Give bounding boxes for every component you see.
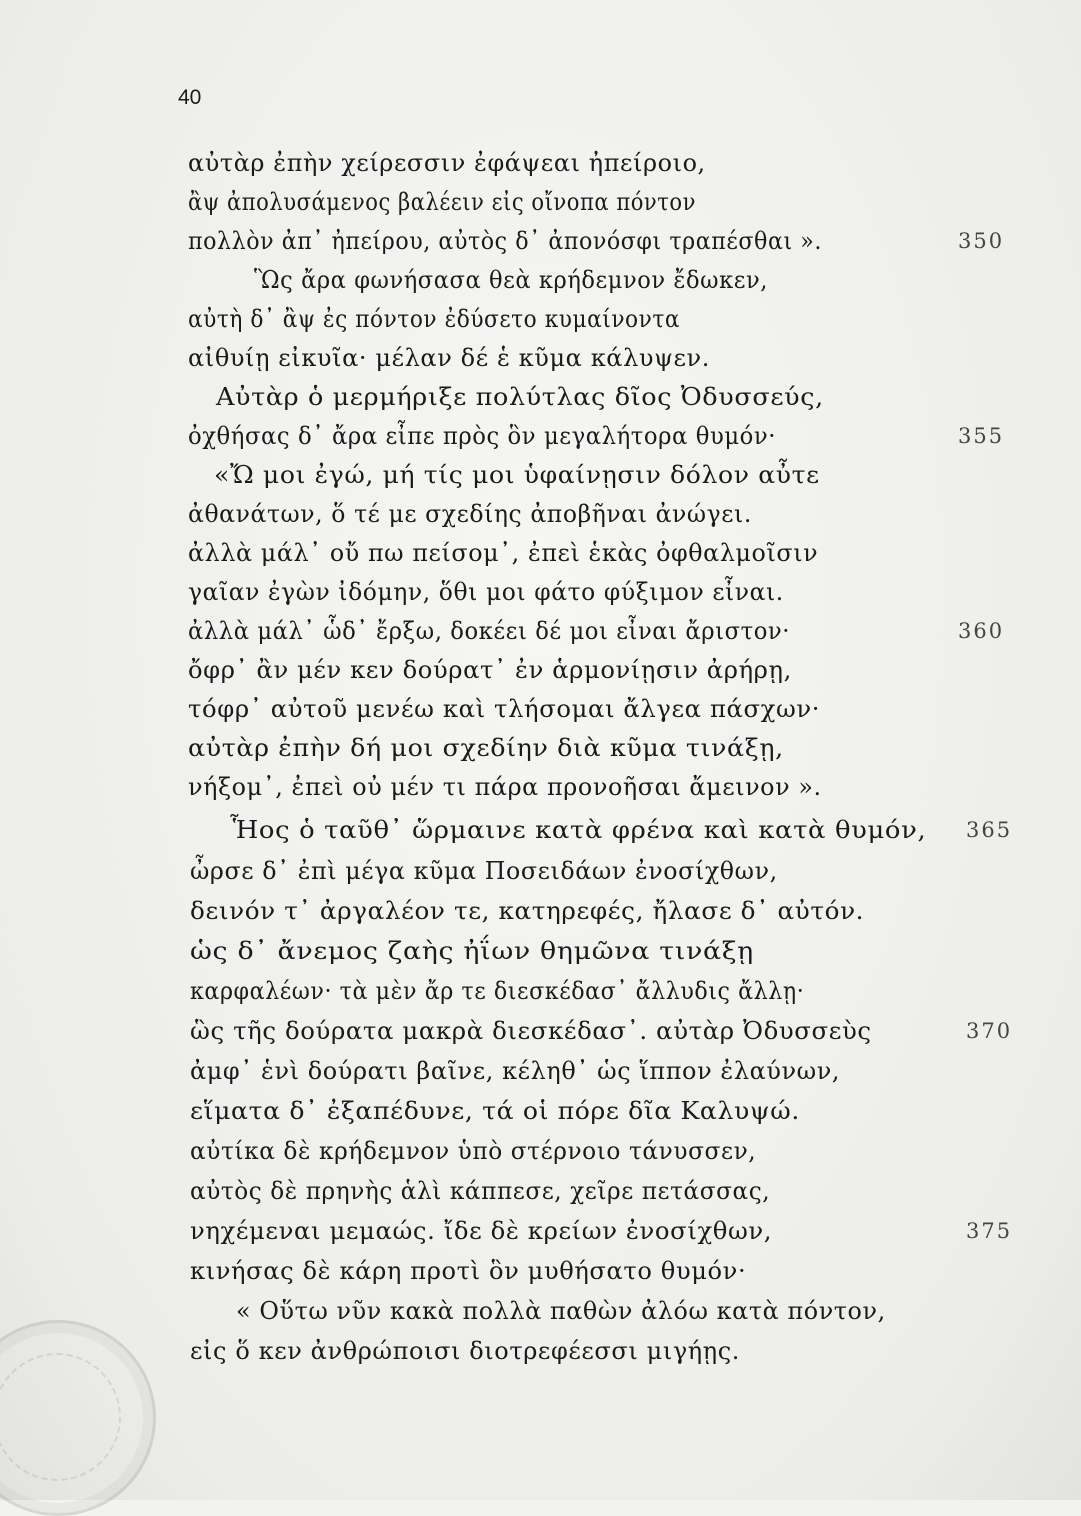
verse-text: πολλὸν ἀπ᾽ ἠπείρου, αὐτὸς δ᾽ ἀπονόσφι τραπέσθαι ».	[188, 227, 823, 255]
verse-text: ἀμφ᾽ ἑνὶ δούρατι βαῖνε, κέληθ᾽ ὡς ἵππον ἐλαύνων,	[190, 1057, 841, 1085]
verse-line	[0, 1091, 1081, 1131]
verse-line	[0, 1211, 1081, 1251]
verse-line	[0, 143, 1081, 183]
verse-line	[0, 851, 1081, 891]
verse-text: τόφρ᾽ αὐτοῦ μενέω καὶ τλήσομαι ἄλγεα πάσχων·	[188, 695, 821, 723]
line-number: 370	[966, 1019, 1013, 1043]
verse-line	[0, 1051, 1081, 1091]
verse-line	[0, 260, 1081, 300]
verse-text: ἀθανάτων, ὅ τέ με σχεδίης ἀποβῆναι ἀνώγει.	[188, 500, 752, 528]
verse-line	[0, 455, 1081, 495]
verse-text: Ἧος ὁ ταῦθ᾽ ὥρμαινε κατὰ φρένα καὶ κατὰ θυμόν,	[230, 816, 927, 844]
verse-line	[0, 810, 1081, 850]
verse-line	[0, 377, 1081, 417]
verse-text: ὡς δ᾽ ἄνεμος ζαὴς ἠΐων θημῶνα τινάξῃ	[190, 937, 754, 965]
verse-text: αὐτὰρ ἐπὴν δή μοι σχεδίην διὰ κῦμα τινάξῃ,	[188, 734, 784, 762]
line-number: 350	[958, 229, 1005, 253]
verse-line	[0, 931, 1081, 971]
verse-line	[0, 338, 1081, 378]
verse-text: δεινόν τ᾽ ἀργαλέον τε, κατηρεφές, ἤλασε δ᾽ αὐτόν.	[190, 897, 865, 925]
verse-text: αὐτὰρ ἐπὴν χείρεσσιν ἐφάψεαι ἠπείροιο,	[188, 149, 706, 177]
verse-text: ὄφρ᾽ ἂν μέν κεν δούρατ᾽ ἐν ἁρμονίῃσιν ἀρήρῃ,	[188, 656, 792, 684]
verse-text: αὐτίκα δὲ κρήδεμνον ὑπὸ στέρνοιο τάνυσσεν,	[190, 1137, 757, 1165]
verse-text: αὐτὴ δ᾽ ἂψ ἐς πόντον ἐδύσετο κυμαίνοντα	[188, 305, 681, 333]
verse-text: ὣς τῆς δούρατα μακρὰ διεσκέδασ᾽. αὐτὰρ Ὀδυσσεὺς	[190, 1017, 872, 1045]
verse-line	[0, 1251, 1081, 1291]
verse-line	[0, 1291, 1081, 1331]
line-number: 375	[966, 1219, 1013, 1243]
line-number: 360	[958, 619, 1005, 643]
verse-line	[0, 1331, 1081, 1371]
verse-text: καρφαλέων· τὰ μὲν ἄρ τε διεσκέδασ᾽ ἄλλυδις ἄλλῃ·	[190, 977, 805, 1005]
verse-line	[0, 533, 1081, 573]
verse-text: αἰθυίῃ εἰκυῖα· μέλαν δέ ἑ κῦμα κάλυψεν.	[188, 344, 710, 372]
verse-line	[0, 689, 1081, 729]
verse-line	[0, 1171, 1081, 1211]
verse-text: ἀλλὰ μάλ᾽ ὧδ᾽ ἔρξω, δοκέει δέ μοι εἶναι ἄριστον·	[188, 617, 791, 645]
verse-text: ἂψ ἀπολυσάμενος βαλέειν εἰς οἴνοπα πόντον	[188, 188, 696, 216]
page-number: 40	[178, 86, 202, 109]
verse-text: γαῖαν ἐγὼν ἰδόμην, ὅθι μοι φάτο φύξιμον εἶναι.	[188, 578, 784, 606]
verse-line	[0, 299, 1081, 339]
verse-text: εἵματα δ᾽ ἐξαπέδυνε, τά οἱ πόρε δῖα Καλυψώ.	[190, 1097, 800, 1125]
verse-text: αὐτὸς δὲ πρηνὴς ἁλὶ κάππεσε, χεῖρε πετάσσας,	[190, 1177, 771, 1205]
verse-text: « Οὕτω νῦν κακὰ πολλὰ παθὼν ἀλόω κατὰ πόντον,	[236, 1297, 886, 1325]
verse-line	[0, 1011, 1081, 1051]
verse-line	[0, 971, 1081, 1011]
line-number: 355	[958, 424, 1005, 448]
verse-line	[0, 728, 1081, 768]
verse-line	[0, 650, 1081, 690]
verse-line	[0, 611, 1081, 651]
verse-text: Αὐτὰρ ὁ μερμήριξε πολύτλας δῖος Ὀδυσσεύς,	[216, 383, 824, 411]
verse-text: ὀχθήσας δ᾽ ἄρα εἶπε πρὸς ὃν μεγαλήτορα θυμόν·	[188, 422, 777, 450]
verse-text: Ὣς ἄρα φωνήσασα θεὰ κρήδεμνον ἔδωκεν,	[254, 266, 768, 294]
verse-line	[0, 1131, 1081, 1171]
verse-text: εἰς ὅ κεν ἀνθρώποισι διοτρεφέεσσι μιγήῃς.	[190, 1337, 741, 1365]
verse-text: ὦρσε δ᾽ ἐπὶ μέγα κῦμα Ποσειδάων ἐνοσίχθων,	[190, 857, 778, 885]
verse-line	[0, 767, 1081, 807]
verse-text: νήξομ᾽, ἐπεὶ οὐ μέν τι πάρα προνοῆσαι ἄμεινον ».	[188, 773, 822, 801]
line-number: 365	[966, 818, 1013, 842]
verse-line	[0, 494, 1081, 534]
verse-line	[0, 572, 1081, 612]
verse-text: νηχέμεναι μεμαώς. ἴδε δὲ κρείων ἐνοσίχθων,	[190, 1217, 773, 1245]
verse-line	[0, 182, 1081, 222]
verse-text: «Ὤ μοι ἐγώ, μή τίς μοι ὑφαίνῃσιν δόλον αὖτε	[214, 461, 820, 489]
verse-line	[0, 416, 1081, 456]
verse-line	[0, 221, 1081, 261]
verse-line	[0, 891, 1081, 931]
verse-text: κινήσας δὲ κάρη προτὶ ὃν μυθήσατο θυμόν·	[190, 1257, 747, 1285]
verse-text: ἀλλὰ μάλ᾽ οὔ πω πείσομ᾽, ἐπεὶ ἑκὰς ὀφθαλμοῖσιν	[188, 539, 819, 567]
